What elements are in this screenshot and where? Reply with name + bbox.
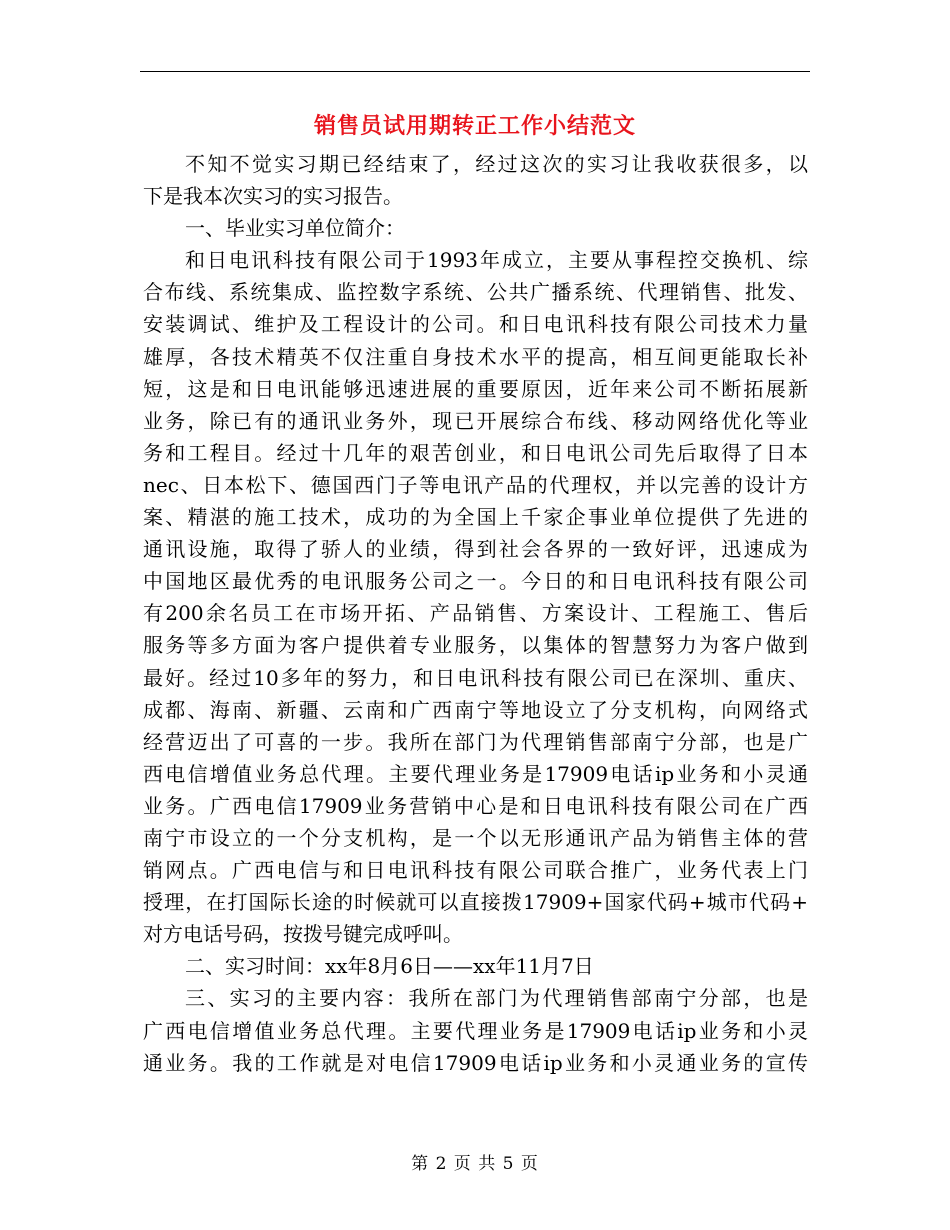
section-heading: 三、实习的主要内容：我所在部门为代理销售部南宁分部，也是 (185, 986, 808, 1011)
body-line: 对方电话号码，按拨号键完成呼叫。 (143, 922, 463, 947)
body-line: 有200余名员工在市场开拓、产品销售、方案设计、工程施工、售后 (143, 601, 808, 626)
body-line: 安装调试、维护及工程设计的公司。和日电讯科技有限公司技术力量 (143, 312, 808, 337)
body-line: 经营迈出了可喜的一步。我所在部门为代理销售部南宁分部，也是广 (143, 729, 808, 754)
body-line: 短，这是和日电讯能够迅速进展的重要原因，近年来公司不断拓展新 (143, 376, 808, 401)
body-line: 广西电信增值业务总代理。主要代理业务是17909电话ip业务和小灵 (143, 1018, 808, 1043)
body-line: 和日电讯科技有限公司于1993年成立，主要从事程控交换机、综 (185, 248, 808, 273)
body-line: 通业务。我的工作就是对电信17909电话ip业务和小灵通业务的宣传 (143, 1050, 808, 1075)
body-line: 授理，在打国际长途的时候就可以直接拨17909+国家代码+城市代码+ (143, 890, 808, 915)
body-line: 西电信增值业务总代理。主要代理业务是17909电话ip业务和小灵通 (143, 761, 808, 786)
page-footer: 第 2 页 共 5 页 (411, 1154, 539, 1174)
body-line: 下是我本次实习的实习报告。 (143, 184, 403, 209)
document-body (143, 148, 808, 1079)
body-line: 南宁市设立的一个分支机构，是一个以无形通讯产品为销售主体的营 (143, 825, 808, 850)
body-line: 案、精湛的施工技术，成功的为全国上千家企事业单位提供了先进的 (143, 505, 808, 530)
section-heading: 一、毕业实习单位简介： (185, 216, 405, 241)
body-line: 最好。经过10多年的努力，和日电讯科技有限公司已在深圳、重庆、 (143, 665, 808, 690)
body-line: 通讯设施，取得了骄人的业绩，得到社会各界的一致好评，迅速成为 (143, 537, 808, 562)
body-line: 成都、海南、新疆、云南和广西南宁等地设立了分支机构，向网络式 (143, 697, 808, 722)
body-line: nec、日本松下、德国西门子等电讯产品的代理权，并以完善的设计方 (143, 472, 808, 497)
body-line: 合布线、系统集成、监控数字系统、公共广播系统、代理销售、批发、 (143, 280, 808, 305)
document-title: 销售员试用期转正工作小结范文 (313, 113, 636, 139)
body-line: 业务。广西电信17909业务营销中心是和日电讯科技有限公司在广西 (143, 793, 808, 818)
body-line: 务和工程目。经过十几年的艰苦创业，和日电讯公司先后取得了日本 (143, 440, 808, 465)
header-rule (140, 71, 810, 72)
section-heading: 二、实习时间：xx年8月6日——xx年11月7日 (185, 954, 594, 979)
body-line: 中国地区最优秀的电讯服务公司之一。今日的和日电讯科技有限公司 (143, 569, 808, 594)
body-line: 服务等多方面为客户提供着专业服务，以集体的智慧努力为客户做到 (143, 633, 808, 658)
body-line: 业务，除已有的通讯业务外，现已开展综合布线、移动网络优化等业 (143, 408, 808, 433)
body-line: 雄厚，各技术精英不仅注重自身技术水平的提高，相互间更能取长补 (143, 344, 808, 369)
body-line: 销网点。广西电信与和日电讯科技有限公司联合推广，业务代表上门 (143, 858, 808, 883)
body-line: 不知不觉实习期已经结束了，经过这次的实习让我收获很多，以 (185, 152, 808, 176)
